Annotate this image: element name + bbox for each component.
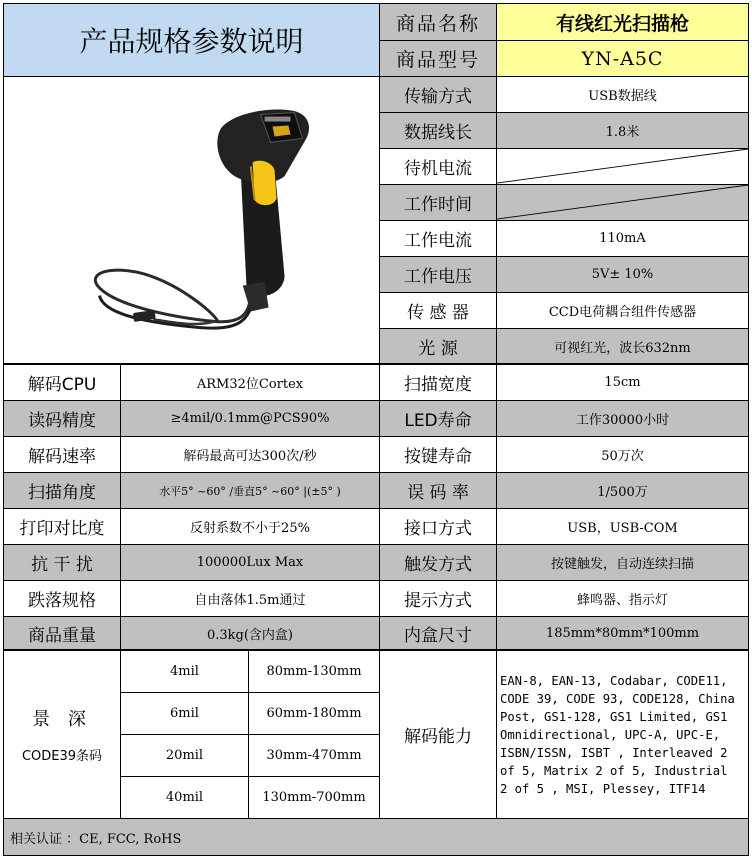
depth-res: 40mil bbox=[120, 776, 249, 819]
spec-label-left: 解码CPU bbox=[3, 364, 121, 401]
spec-value-right: 按键触发，自动连续扫描 bbox=[496, 544, 749, 581]
spec-value-left: 水平5° ~60° /垂直5° ~60° |(±5° ) bbox=[120, 472, 380, 509]
spec-value-left: 100000Lux Max bbox=[120, 544, 380, 581]
spec-value-empty bbox=[496, 148, 749, 185]
spec-value: 5V± 10% bbox=[496, 256, 749, 293]
spec-value-left: 解码最高可达300次/秒 bbox=[120, 436, 380, 473]
product-name-label: 商品名称 bbox=[379, 3, 497, 41]
spec-value: CCD电荷耦合组件传感器 bbox=[496, 292, 749, 329]
spec-value-left: 0.3kg(含内盒) bbox=[120, 616, 380, 650]
spec-value: 1.8米 bbox=[496, 112, 749, 149]
depth-range: 60mm-180mm bbox=[248, 692, 380, 735]
depth-sublabel: CODE39条码 bbox=[21, 749, 103, 764]
spec-label: 传 感 器 bbox=[379, 292, 497, 329]
spec-label: 工作电流 bbox=[379, 220, 497, 257]
spec-label: 工作电压 bbox=[379, 256, 497, 293]
barcode-scanner-icon bbox=[4, 76, 379, 364]
spec-value-right: USB，USB-COM bbox=[496, 508, 749, 545]
spec-label-left: 读码精度 bbox=[3, 400, 121, 437]
spec-value-right: 工作30000小时 bbox=[496, 400, 749, 437]
depth-range: 30mm-470mm bbox=[248, 734, 380, 777]
spec-value: 可视红光，波长632nm bbox=[496, 328, 749, 364]
spec-value-right: 50万次 bbox=[496, 436, 749, 473]
spec-label-right: 按键寿命 bbox=[379, 436, 497, 473]
spec-value-right: 蜂鸣器、指示灯 bbox=[496, 580, 749, 617]
depth-res: 6mil bbox=[120, 692, 249, 735]
spec-value-left: 自由落体1.5m通过 bbox=[120, 580, 380, 617]
spec-value-right: 1/500万 bbox=[496, 472, 749, 509]
spec-value: 110mA bbox=[496, 220, 749, 257]
spec-label: 数据线长 bbox=[379, 112, 497, 149]
spec-label-left: 抗 干 扰 bbox=[3, 544, 121, 581]
spec-label-right: 扫描宽度 bbox=[379, 364, 497, 401]
page-title: 产品规格参数说明 bbox=[3, 3, 380, 77]
depth-label: 景 深 bbox=[32, 709, 92, 730]
spec-value-left: ARM32位Cortex bbox=[120, 364, 380, 401]
depth-res: 20mil bbox=[120, 734, 249, 777]
spec-label-left: 扫描角度 bbox=[3, 472, 121, 509]
spec-label: 待机电流 bbox=[379, 148, 497, 185]
spec-label: 光 源 bbox=[379, 328, 497, 364]
product-name-value: 有线红光扫描枪 bbox=[496, 3, 749, 41]
depth-label-cell bbox=[3, 650, 121, 819]
spec-label-left: 跌落规格 bbox=[3, 580, 121, 617]
spec-value-right: 185mm*80mm*100mm bbox=[496, 616, 749, 650]
model-value: YN-A5C bbox=[496, 40, 749, 77]
decode-symbologies: EAN-8, EAN-13, Codabar, CODE11, CODE 39, CODE 93, CODE128, China Post, GS1-128, GS1 Limited, GS1 Omnidirectional, UPC-A, UPC-E, ISBN/ISSN, ISBT , Interleaved 2 of 5, Matrix 2 of 5, Industrial 2 of 5 , MSI, Plessey, ITF14 bbox=[496, 650, 749, 819]
spec-value-left: 反射系数不小于25% bbox=[120, 508, 380, 545]
spec-label-right: LED寿命 bbox=[379, 400, 497, 437]
spec-label: 工作时间 bbox=[379, 184, 497, 221]
product-image bbox=[3, 76, 380, 364]
spec-label: 传输方式 bbox=[379, 76, 497, 113]
spec-label-right: 触发方式 bbox=[379, 544, 497, 581]
spec-value-right: 15cm bbox=[496, 364, 749, 401]
spec-value-left: ≥4mil/0.1mm@PCS90% bbox=[120, 400, 380, 437]
spec-label-left: 解码速率 bbox=[3, 436, 121, 473]
spec-value-empty bbox=[496, 184, 749, 221]
depth-range: 80mm-130mm bbox=[248, 650, 380, 693]
certifications: 相关认证 ：CE, FCC, RoHS bbox=[3, 818, 749, 856]
spec-label-left: 商品重量 bbox=[3, 616, 121, 650]
spec-label-right: 内盒尺寸 bbox=[379, 616, 497, 650]
spec-value: USB数据线 bbox=[496, 76, 749, 113]
depth-res: 4mil bbox=[120, 650, 249, 693]
spec-label-right: 误 码 率 bbox=[379, 472, 497, 509]
depth-range: 130mm-700mm bbox=[248, 776, 380, 819]
spec-label-right: 提示方式 bbox=[379, 580, 497, 617]
spec-label-left: 打印对比度 bbox=[3, 508, 121, 545]
spec-label-right: 接口方式 bbox=[379, 508, 497, 545]
model-label: 商品型号 bbox=[379, 40, 497, 77]
decode-label: 解码能力 bbox=[379, 650, 497, 819]
